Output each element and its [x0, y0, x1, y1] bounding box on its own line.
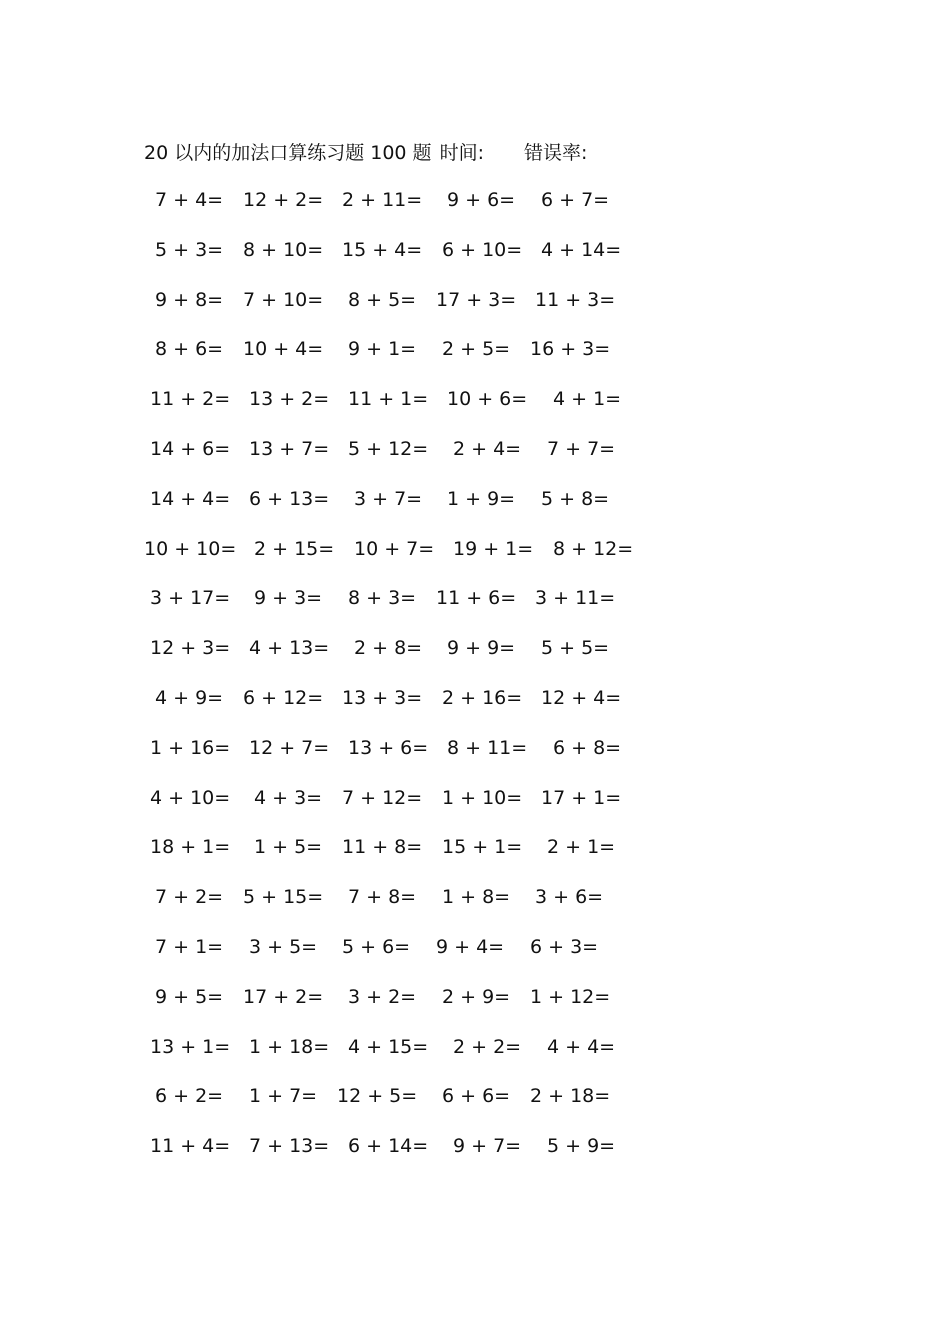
- addition-problem: 2 + 8=: [354, 637, 423, 660]
- addition-problem: 17 + 2=: [243, 985, 324, 1008]
- problem-row: [0, 932, 700, 962]
- addition-problem: 7 + 1=: [155, 936, 224, 958]
- addition-problem: 12 + 3=: [150, 637, 231, 660]
- addition-problem: 17 + 1=: [541, 786, 622, 809]
- addition-problem: 9 + 5=: [155, 985, 224, 1008]
- problem-row: [0, 733, 700, 763]
- addition-problem: 2 + 9=: [442, 985, 511, 1008]
- problem-row: [0, 484, 700, 514]
- problem-row: [0, 1032, 700, 1062]
- addition-problem: 4 + 15=: [348, 1035, 429, 1058]
- addition-problem: 8 + 12=: [553, 537, 634, 560]
- addition-problem: 3 + 6=: [535, 886, 604, 909]
- addition-problem: 3 + 2=: [348, 985, 417, 1008]
- problem-row: [0, 683, 700, 713]
- addition-problem: 13 + 7=: [249, 438, 330, 460]
- addition-problem: 8 + 11=: [447, 736, 528, 759]
- addition-problem: 3 + 5=: [249, 936, 318, 958]
- addition-problem: 8 + 5=: [348, 288, 417, 311]
- addition-problem: 11 + 3=: [535, 288, 616, 311]
- problem-row: [0, 583, 700, 613]
- addition-problem: 8 + 10=: [243, 238, 324, 261]
- addition-problem: 2 + 11=: [342, 189, 423, 211]
- addition-problem: 14 + 4=: [150, 487, 231, 510]
- addition-problem: 1 + 7=: [249, 1085, 318, 1108]
- addition-problem: 11 + 8=: [342, 836, 423, 859]
- problem-row: [0, 185, 700, 215]
- problem-row: [0, 1131, 700, 1161]
- addition-problem: 1 + 5=: [254, 836, 323, 859]
- addition-problem: 1 + 9=: [447, 487, 516, 510]
- addition-problem: 12 + 4=: [541, 687, 622, 709]
- worksheet-title: 20 以内的加法口算练习题 100 题: [144, 141, 432, 164]
- addition-problem: 12 + 7=: [249, 736, 330, 759]
- addition-problem: 6 + 7=: [541, 189, 610, 211]
- problem-row: [0, 1081, 700, 1111]
- addition-problem: 2 + 2=: [453, 1035, 522, 1058]
- addition-problem: 6 + 12=: [243, 687, 324, 709]
- addition-problem: 7 + 10=: [243, 288, 324, 311]
- addition-problem: 19 + 1=: [453, 537, 534, 560]
- addition-problem: 5 + 15=: [243, 886, 324, 909]
- addition-problem: 17 + 3=: [436, 288, 517, 311]
- problem-row: [0, 783, 700, 813]
- addition-problem: 11 + 4=: [150, 1135, 231, 1158]
- addition-problem: 11 + 1=: [348, 388, 429, 411]
- addition-problem: 10 + 6=: [447, 388, 528, 411]
- addition-problem: 14 + 6=: [150, 438, 231, 460]
- addition-problem: 2 + 4=: [453, 438, 522, 460]
- time-label: 时间:: [439, 141, 484, 164]
- addition-problem: 5 + 5=: [541, 637, 610, 660]
- addition-problem: 12 + 2=: [243, 189, 324, 211]
- addition-problem: 9 + 6=: [447, 189, 516, 211]
- addition-problem: 10 + 10=: [144, 537, 237, 560]
- addition-problem: 4 + 3=: [254, 786, 323, 809]
- addition-problem: 10 + 7=: [354, 537, 435, 560]
- problem-row: [0, 882, 700, 912]
- addition-problem: 15 + 4=: [342, 238, 423, 261]
- addition-problem: 7 + 8=: [348, 886, 417, 909]
- addition-problem: 1 + 8=: [442, 886, 511, 909]
- problem-row: [0, 832, 700, 862]
- addition-problem: 6 + 6=: [442, 1085, 511, 1108]
- addition-problem: 6 + 14=: [348, 1135, 429, 1158]
- addition-problem: 1 + 10=: [442, 786, 523, 809]
- addition-problem: 7 + 12=: [342, 786, 423, 809]
- addition-problem: 9 + 4=: [436, 936, 505, 958]
- addition-problem: 4 + 14=: [541, 238, 622, 261]
- addition-problem: 2 + 5=: [442, 338, 511, 361]
- addition-problem: 7 + 2=: [155, 886, 224, 909]
- problem-row: [0, 235, 700, 265]
- addition-problem: 8 + 3=: [348, 587, 417, 610]
- problem-row: [0, 434, 700, 464]
- addition-problem: 7 + 4=: [155, 189, 224, 211]
- addition-problem: 11 + 6=: [436, 587, 517, 610]
- addition-problem: 3 + 7=: [354, 487, 423, 510]
- problem-row: [0, 285, 700, 315]
- addition-problem: 1 + 12=: [530, 985, 611, 1008]
- addition-problem: 9 + 9=: [447, 637, 516, 660]
- addition-problem: 4 + 10=: [150, 786, 231, 809]
- problem-row: [0, 534, 700, 564]
- addition-problem: 2 + 1=: [547, 836, 616, 859]
- addition-problem: 13 + 2=: [249, 388, 330, 411]
- addition-problem: 2 + 16=: [442, 687, 523, 709]
- addition-problem: 4 + 1=: [553, 388, 622, 411]
- addition-problem: 9 + 7=: [453, 1135, 522, 1158]
- addition-problem: 13 + 6=: [348, 736, 429, 759]
- addition-problem: 18 + 1=: [150, 836, 231, 859]
- addition-problem: 9 + 1=: [348, 338, 417, 361]
- addition-problem: 6 + 3=: [530, 936, 599, 958]
- addition-problem: 9 + 3=: [254, 587, 323, 610]
- addition-problem: 9 + 8=: [155, 288, 224, 311]
- problem-row: [0, 384, 700, 414]
- addition-problem: 16 + 3=: [530, 338, 611, 361]
- addition-problem: 1 + 18=: [249, 1035, 330, 1058]
- addition-problem: 13 + 3=: [342, 687, 423, 709]
- addition-problem: 5 + 9=: [547, 1135, 616, 1158]
- addition-problem: 6 + 10=: [442, 238, 523, 261]
- addition-problem: 5 + 8=: [541, 487, 610, 510]
- addition-problem: 11 + 2=: [150, 388, 231, 411]
- problem-row: [0, 982, 700, 1012]
- addition-problem: 6 + 8=: [553, 736, 622, 759]
- worksheet-header: [144, 136, 587, 166]
- addition-problem: 5 + 6=: [342, 936, 411, 958]
- addition-problem: 2 + 15=: [254, 537, 335, 560]
- addition-problem: 4 + 4=: [547, 1035, 616, 1058]
- addition-problem: 4 + 13=: [249, 637, 330, 660]
- addition-problem: 3 + 11=: [535, 587, 616, 610]
- addition-problem: 6 + 2=: [155, 1085, 224, 1108]
- addition-problem: 15 + 1=: [442, 836, 523, 859]
- addition-problem: 7 + 7=: [547, 438, 616, 460]
- addition-problem: 6 + 13=: [249, 487, 330, 510]
- addition-problem: 8 + 6=: [155, 338, 224, 361]
- error-rate-label: 错误率:: [523, 141, 588, 164]
- addition-problem: 2 + 18=: [530, 1085, 611, 1108]
- addition-problem: 1 + 16=: [150, 736, 231, 759]
- addition-problem: 12 + 5=: [337, 1085, 418, 1108]
- addition-problem: 4 + 9=: [155, 687, 224, 709]
- addition-problem: 5 + 12=: [348, 438, 429, 460]
- addition-problem: 5 + 3=: [155, 238, 224, 261]
- addition-problem: 3 + 17=: [150, 587, 231, 610]
- addition-problem: 13 + 1=: [150, 1035, 231, 1058]
- problem-row: [0, 334, 700, 364]
- addition-problem: 7 + 13=: [249, 1135, 330, 1158]
- problem-row: [0, 633, 700, 663]
- addition-problem: 10 + 4=: [243, 338, 324, 361]
